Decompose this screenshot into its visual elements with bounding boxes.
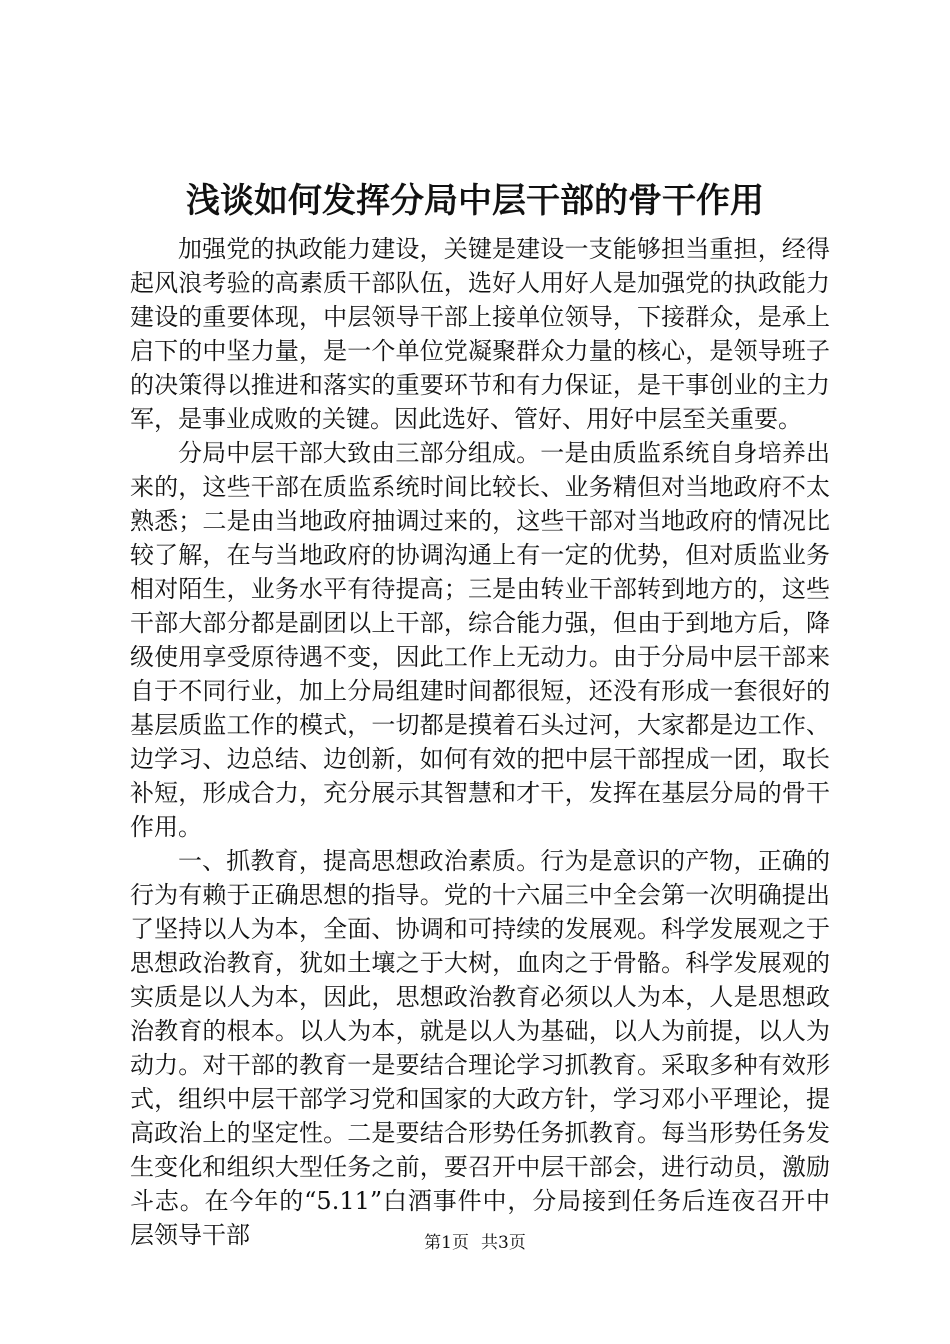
page-number: 第1页	[424, 1233, 469, 1253]
document-title: 浅谈如何发挥分局中层干部的骨干作用	[186, 181, 764, 221]
paragraph-education: 一、抓教育，提高思想政治素质。行为是意识的产物，正确的行为有赖于正确思想的指导。党的十六届三中全会第一次明确提出了坚持以人为本，全面、协调和可持续的发展观。科学发展观之于思想政治教育，犹如土壤之于大树，血肉之于骨骼。科学发展观的实质是以人为本，因此，思想政治教育必须以人为本，人是思想政治教育的根本。以人为本，就是以人为基础，以人为前提，以人为动力。对干部的教育一是要结合理论学习抓教育。采取多种有效形式，组织中层干部学习党和国家的大政方针，学习邓小平理论，提高政治上的坚定性。二是要结合形势任务抓教育。每当形势任务发生变化和组织大型任务之前，要召开中层干部会，进行动员，激励斗志。在今年的“5.11”白酒事件中，分局接到任务后连夜召开中层领导干部	[130, 847, 830, 1249]
document-body	[130, 232, 830, 1252]
page-footer	[0, 1232, 950, 1254]
paragraph-intro: 加强党的执政能力建设，关键是建设一支能够担当重担，经得起风浪考验的高素质干部队伍，选好人用好人是加强党的执政能力建设的重要体现，中层领导干部上接单位领导，下接群众，是承上启下的中坚力量，是一个单位党凝聚群众力量的核心，是领导班子的决策得以推进和落实的重要环节和有力保证，是干事创业的主力军，是事业成败的关键。因此选好、管好、用好中层至关重要。	[130, 235, 830, 433]
page-total: 共3页	[481, 1233, 526, 1253]
paragraph-composition: 分局中层干部大致由三部分组成。一是由质监系统自身培养出来的，这些干部在质监系统时间比较长、业务精但对当地政府不太熟悉；二是由当地政府抽调过来的，这些干部对当地政府的情况比较了解，在与当地政府的协调沟通上有一定的优势，但对质监业务相对陌生，业务水平有待提高；三是由转业干部转到地方的，这些干部大部分都是副团以上干部，综合能力强，但由于到地方后，降级使用享受原待遇不变，因此工作上无动力。由于分局中层干部来自于不同行业，加上分局组建时间都很短，还没有形成一套很好的基层质监工作的模式，一切都是摸着石头过河，大家都是边工作、边学习、边总结、边创新，如何有效的把中层干部捏成一团，取长补短，形成合力，充分展示其智慧和才干，发挥在基层分局的骨干作用。	[130, 439, 830, 841]
